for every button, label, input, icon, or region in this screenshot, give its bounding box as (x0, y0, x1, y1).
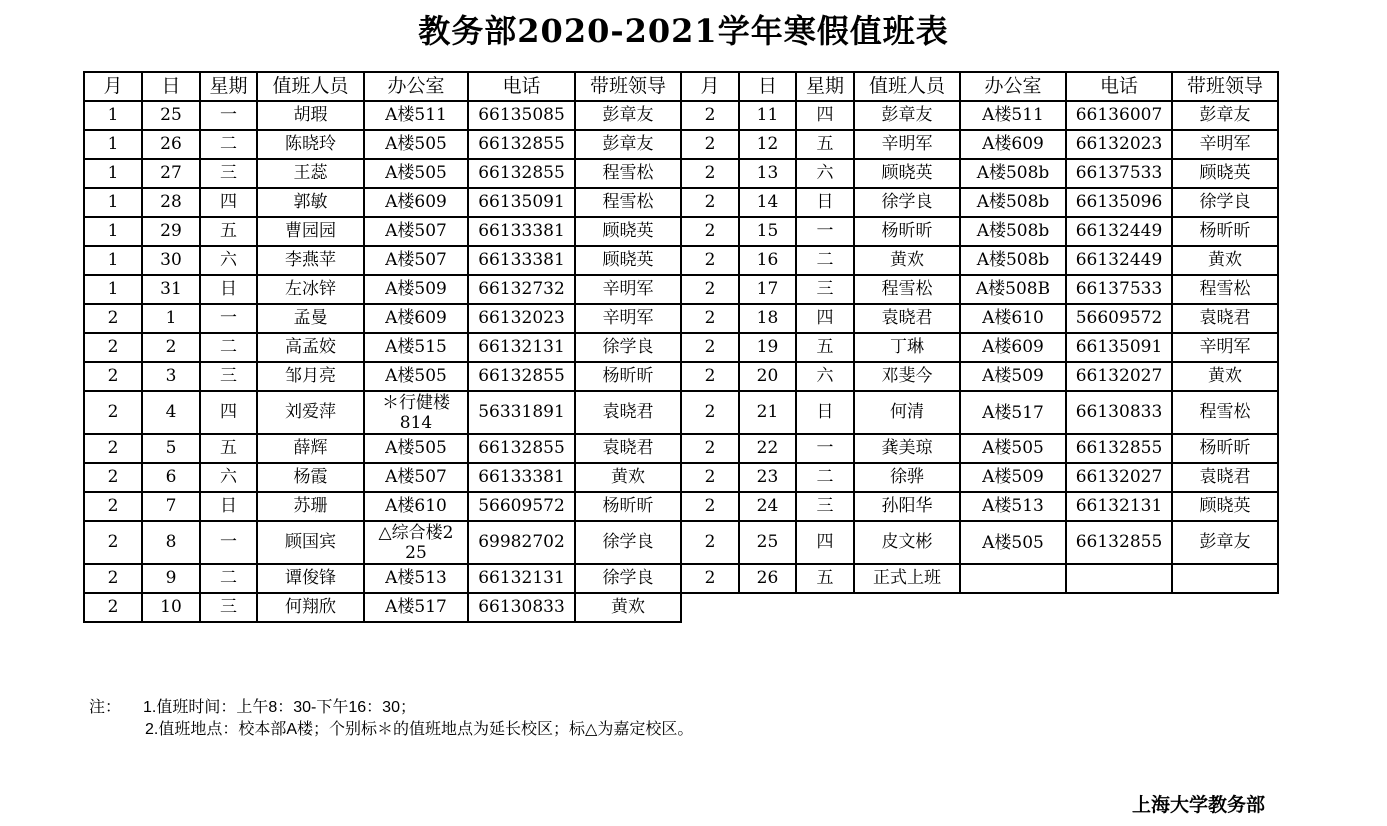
cell-right-leader: 黄欢 (1172, 362, 1278, 391)
empty-cell (796, 593, 854, 622)
cell-right-phone: 66130833 (1066, 391, 1172, 434)
cell-left-weekday: 四 (200, 188, 257, 217)
header-left-leader: 带班领导 (575, 72, 681, 101)
cell-left-leader: 杨昕昕 (575, 362, 681, 391)
cell-right-staff: 徐学良 (854, 188, 960, 217)
cell-right-leader: 顾晓英 (1172, 492, 1278, 521)
cell-left-office: A楼515 (364, 333, 468, 362)
cell-left-phone: 66132023 (468, 304, 575, 333)
header-right-phone: 电话 (1066, 72, 1172, 101)
cell-left-weekday: 三 (200, 159, 257, 188)
cell-left-office: A楼507 (364, 217, 468, 246)
cell-left-phone: 66135091 (468, 188, 575, 217)
cell-left-weekday: 一 (200, 304, 257, 333)
cell-left-month: 1 (84, 101, 142, 130)
cell-right-leader: 黄欢 (1172, 246, 1278, 275)
cell-right-month: 2 (681, 275, 739, 304)
cell-right-staff: 程雪松 (854, 275, 960, 304)
cell-left-office: A楼507 (364, 246, 468, 275)
cell-left-day: 4 (142, 391, 200, 434)
cell-right-staff: 何清 (854, 391, 960, 434)
cell-right-day: 22 (739, 434, 796, 463)
cell-right-staff: 辛明军 (854, 130, 960, 159)
cell-left-staff: 左冰锌 (257, 275, 364, 304)
cell-right-office: A楼505 (960, 521, 1066, 564)
cell-right-phone: 56609572 (1066, 304, 1172, 333)
cell-left-month: 2 (84, 492, 142, 521)
cell-right-day: 15 (739, 217, 796, 246)
cell-right-office (960, 564, 1066, 593)
table-row (84, 188, 1278, 217)
cell-left-office: A楼513 (364, 564, 468, 593)
cell-right-office: A楼509 (960, 362, 1066, 391)
cell-left-phone: 66132855 (468, 362, 575, 391)
cell-right-phone: 66137533 (1066, 159, 1172, 188)
cell-left-phone: 66133381 (468, 463, 575, 492)
cell-left-leader: 袁晓君 (575, 391, 681, 434)
cell-left-phone: 66133381 (468, 246, 575, 275)
cell-right-office: A楼517 (960, 391, 1066, 434)
cell-left-phone: 66130833 (468, 593, 575, 622)
cell-left-month: 2 (84, 463, 142, 492)
table-row (84, 159, 1278, 188)
cell-right-staff: 袁晓君 (854, 304, 960, 333)
cell-right-staff: 正式上班 (854, 564, 960, 593)
cell-left-leader: 袁晓君 (575, 434, 681, 463)
cell-left-day: 8 (142, 521, 200, 564)
table-row (84, 391, 1278, 434)
header-right-day: 日 (739, 72, 796, 101)
cell-left-day: 5 (142, 434, 200, 463)
cell-right-day: 21 (739, 391, 796, 434)
cell-left-phone: 66132732 (468, 275, 575, 304)
cell-left-weekday: 四 (200, 391, 257, 434)
cell-right-leader: 程雪松 (1172, 391, 1278, 434)
empty-cell (960, 593, 1066, 622)
cell-right-leader: 顾晓英 (1172, 159, 1278, 188)
cell-right-day: 17 (739, 275, 796, 304)
cell-right-staff: 邓斐今 (854, 362, 960, 391)
cell-right-leader: 徐学良 (1172, 188, 1278, 217)
cell-left-staff: 郭敏 (257, 188, 364, 217)
cell-left-leader: 程雪松 (575, 159, 681, 188)
cell-left-staff: 陈晓玲 (257, 130, 364, 159)
cell-right-office: A楼609 (960, 333, 1066, 362)
cell-right-month: 2 (681, 521, 739, 564)
cell-left-day: 25 (142, 101, 200, 130)
cell-left-month: 2 (84, 304, 142, 333)
cell-left-day: 3 (142, 362, 200, 391)
cell-left-month: 2 (84, 362, 142, 391)
cell-right-weekday: 五 (796, 333, 854, 362)
cell-right-weekday: 三 (796, 492, 854, 521)
cell-right-day: 26 (739, 564, 796, 593)
cell-right-day: 13 (739, 159, 796, 188)
cell-right-phone (1066, 564, 1172, 593)
header-right-staff: 值班人员 (854, 72, 960, 101)
header-left-phone: 电话 (468, 72, 575, 101)
cell-right-month: 2 (681, 333, 739, 362)
cell-right-weekday: 二 (796, 463, 854, 492)
cell-left-day: 2 (142, 333, 200, 362)
cell-right-month: 2 (681, 130, 739, 159)
cell-left-staff: 孟曼 (257, 304, 364, 333)
cell-right-weekday: 五 (796, 130, 854, 159)
cell-right-day: 23 (739, 463, 796, 492)
cell-left-phone: 66132855 (468, 130, 575, 159)
table-row (84, 564, 1278, 593)
cell-right-leader: 袁晓君 (1172, 463, 1278, 492)
table-row (84, 130, 1278, 159)
cell-left-phone: 66132855 (468, 434, 575, 463)
cell-right-weekday: 五 (796, 564, 854, 593)
cell-right-weekday: 六 (796, 362, 854, 391)
notes-label: 注： (89, 699, 122, 716)
note-duty-time: 1.值班时间：上午8：30-下午16：30； (143, 699, 416, 716)
duty-table (83, 71, 1279, 623)
cell-right-weekday: 一 (796, 217, 854, 246)
table-row (84, 362, 1278, 391)
cell-right-phone: 66135096 (1066, 188, 1172, 217)
cell-right-leader: 彭章友 (1172, 101, 1278, 130)
cell-left-day: 30 (142, 246, 200, 275)
cell-right-leader: 辛明军 (1172, 130, 1278, 159)
cell-left-staff: 李燕苹 (257, 246, 364, 275)
cell-right-leader: 彭章友 (1172, 521, 1278, 564)
cell-right-staff: 黄欢 (854, 246, 960, 275)
cell-left-month: 2 (84, 564, 142, 593)
cell-right-month: 2 (681, 246, 739, 275)
cell-left-staff: 高孟姣 (257, 333, 364, 362)
cell-right-leader: 袁晓君 (1172, 304, 1278, 333)
cell-right-leader: 杨昕昕 (1172, 434, 1278, 463)
header-left-day: 日 (142, 72, 200, 101)
table-row (84, 304, 1278, 333)
table-row (84, 492, 1278, 521)
cell-left-leader: 黄欢 (575, 463, 681, 492)
cell-left-leader: 顾晓英 (575, 246, 681, 275)
empty-cell (1066, 593, 1172, 622)
cell-right-leader: 程雪松 (1172, 275, 1278, 304)
cell-right-day: 12 (739, 130, 796, 159)
cell-left-staff: 胡瑕 (257, 101, 364, 130)
cell-right-weekday: 六 (796, 159, 854, 188)
cell-right-staff: 孙阳华 (854, 492, 960, 521)
cell-right-office: A楼513 (960, 492, 1066, 521)
cell-right-staff: 彭章友 (854, 101, 960, 130)
cell-left-staff: 邹月亮 (257, 362, 364, 391)
cell-right-day: 20 (739, 362, 796, 391)
cell-left-weekday: 五 (200, 217, 257, 246)
cell-right-leader: 辛明军 (1172, 333, 1278, 362)
table-row (84, 275, 1278, 304)
cell-left-weekday: 一 (200, 101, 257, 130)
cell-left-leader: 顾晓英 (575, 217, 681, 246)
cell-left-month: 2 (84, 333, 142, 362)
cell-right-day: 11 (739, 101, 796, 130)
cell-right-weekday: 四 (796, 101, 854, 130)
cell-left-staff: 刘爱萍 (257, 391, 364, 434)
cell-right-office: A楼508b (960, 246, 1066, 275)
cell-left-leader: 黄欢 (575, 593, 681, 622)
cell-left-month: 1 (84, 130, 142, 159)
cell-right-weekday: 日 (796, 188, 854, 217)
cell-right-phone: 66132449 (1066, 246, 1172, 275)
header-right-office: 办公室 (960, 72, 1066, 101)
cell-left-weekday: 二 (200, 130, 257, 159)
table-header-row (84, 72, 1278, 101)
cell-left-staff: 杨霞 (257, 463, 364, 492)
cell-right-staff: 杨昕昕 (854, 217, 960, 246)
cell-left-weekday: 一 (200, 521, 257, 564)
cell-left-month: 2 (84, 434, 142, 463)
cell-right-phone: 66136007 (1066, 101, 1172, 130)
cell-left-phone: 66135085 (468, 101, 575, 130)
table-row (84, 593, 1278, 622)
cell-right-staff: 龚美琼 (854, 434, 960, 463)
cell-right-office: A楼609 (960, 130, 1066, 159)
cell-left-office: A楼509 (364, 275, 468, 304)
cell-left-weekday: 日 (200, 275, 257, 304)
cell-right-phone: 66132855 (1066, 434, 1172, 463)
cell-left-staff: 苏珊 (257, 492, 364, 521)
cell-right-office: A楼505 (960, 434, 1066, 463)
cell-right-staff: 徐骅 (854, 463, 960, 492)
cell-right-month: 2 (681, 159, 739, 188)
cell-left-weekday: 日 (200, 492, 257, 521)
cell-right-phone: 66137533 (1066, 275, 1172, 304)
cell-left-phone: 66132131 (468, 333, 575, 362)
cell-right-day: 14 (739, 188, 796, 217)
cell-right-phone: 66132449 (1066, 217, 1172, 246)
cell-left-phone: 66132855 (468, 159, 575, 188)
cell-left-month: 2 (84, 521, 142, 564)
cell-left-phone: 56609572 (468, 492, 575, 521)
cell-right-day: 19 (739, 333, 796, 362)
cell-left-office: A楼507 (364, 463, 468, 492)
cell-right-weekday: 二 (796, 246, 854, 275)
cell-left-month: 1 (84, 188, 142, 217)
cell-right-office: A楼509 (960, 463, 1066, 492)
cell-left-office: A楼505 (364, 434, 468, 463)
page-title: 教务部2020-2021学年寒假值班表 (418, 12, 949, 50)
cell-right-office: A楼508b (960, 217, 1066, 246)
cell-left-staff: 顾国宾 (257, 521, 364, 564)
empty-cell (681, 593, 739, 622)
cell-right-phone: 66132023 (1066, 130, 1172, 159)
empty-cell (739, 593, 796, 622)
cell-left-office: A楼517 (364, 593, 468, 622)
header-right-month: 月 (681, 72, 739, 101)
cell-left-day: 29 (142, 217, 200, 246)
cell-left-day: 28 (142, 188, 200, 217)
cell-left-office: A楼511 (364, 101, 468, 130)
cell-right-staff: 顾晓英 (854, 159, 960, 188)
cell-right-weekday: 四 (796, 304, 854, 333)
cell-right-month: 2 (681, 564, 739, 593)
cell-left-phone: 56331891 (468, 391, 575, 434)
cell-left-leader: 彭章友 (575, 130, 681, 159)
cell-right-weekday: 三 (796, 275, 854, 304)
cell-right-month: 2 (681, 101, 739, 130)
footer-signature: 上海大学教务部 (1132, 794, 1266, 816)
cell-left-day: 9 (142, 564, 200, 593)
cell-right-day: 18 (739, 304, 796, 333)
cell-left-month: 1 (84, 159, 142, 188)
header-left-staff: 值班人员 (257, 72, 364, 101)
cell-left-staff: 何翔欣 (257, 593, 364, 622)
cell-left-weekday: 五 (200, 434, 257, 463)
cell-left-office: A楼505 (364, 159, 468, 188)
table-row (84, 333, 1278, 362)
cell-right-leader (1172, 564, 1278, 593)
cell-right-office: A楼610 (960, 304, 1066, 333)
cell-left-phone: 69982702 (468, 521, 575, 564)
cell-left-staff: 谭俊锋 (257, 564, 364, 593)
cell-right-month: 2 (681, 463, 739, 492)
cell-left-staff: 曹园园 (257, 217, 364, 246)
cell-left-office: ＊行健楼814 (364, 391, 468, 434)
cell-left-office: A楼505 (364, 362, 468, 391)
cell-left-office: A楼609 (364, 304, 468, 333)
cell-left-office: A楼609 (364, 188, 468, 217)
table-row (84, 101, 1278, 130)
cell-right-month: 2 (681, 188, 739, 217)
cell-left-leader: 辛明军 (575, 275, 681, 304)
cell-left-weekday: 二 (200, 564, 257, 593)
cell-right-phone: 66132027 (1066, 362, 1172, 391)
cell-left-leader: 辛明军 (575, 304, 681, 333)
cell-left-leader: 杨昕昕 (575, 492, 681, 521)
cell-right-month: 2 (681, 391, 739, 434)
cell-right-office: A楼508B (960, 275, 1066, 304)
cell-left-office: △综合楼225 (364, 521, 468, 564)
cell-left-leader: 程雪松 (575, 188, 681, 217)
cell-left-day: 1 (142, 304, 200, 333)
cell-right-office: A楼508b (960, 188, 1066, 217)
cell-left-leader: 徐学良 (575, 521, 681, 564)
header-left-office: 办公室 (364, 72, 468, 101)
cell-left-month: 1 (84, 275, 142, 304)
header-right-weekday: 星期 (796, 72, 854, 101)
cell-left-day: 31 (142, 275, 200, 304)
cell-left-weekday: 六 (200, 463, 257, 492)
cell-right-staff: 丁琳 (854, 333, 960, 362)
cell-left-weekday: 三 (200, 362, 257, 391)
cell-right-staff: 皮文彬 (854, 521, 960, 564)
cell-left-month: 2 (84, 593, 142, 622)
cell-right-phone: 66132027 (1066, 463, 1172, 492)
cell-left-day: 6 (142, 463, 200, 492)
cell-left-phone: 66133381 (468, 217, 575, 246)
cell-right-office: A楼508b (960, 159, 1066, 188)
cell-left-month: 1 (84, 246, 142, 275)
cell-right-weekday: 日 (796, 391, 854, 434)
cell-left-weekday: 三 (200, 593, 257, 622)
cell-left-staff: 王蕊 (257, 159, 364, 188)
cell-right-weekday: 四 (796, 521, 854, 564)
table-row (84, 521, 1278, 564)
cell-right-month: 2 (681, 304, 739, 333)
cell-left-leader: 徐学良 (575, 564, 681, 593)
cell-left-office: A楼505 (364, 130, 468, 159)
cell-right-month: 2 (681, 217, 739, 246)
cell-right-phone: 66132131 (1066, 492, 1172, 521)
table-row (84, 217, 1278, 246)
cell-left-month: 1 (84, 217, 142, 246)
table-row (84, 246, 1278, 275)
cell-right-phone: 66132855 (1066, 521, 1172, 564)
note-duty-location: 2.值班地点：校本部A楼；个别标＊的值班地点为延长校区；标△为嘉定校区。 (145, 721, 694, 738)
cell-left-leader: 徐学良 (575, 333, 681, 362)
cell-left-day: 26 (142, 130, 200, 159)
cell-left-day: 27 (142, 159, 200, 188)
cell-left-phone: 66132131 (468, 564, 575, 593)
header-right-leader: 带班领导 (1172, 72, 1278, 101)
cell-right-day: 24 (739, 492, 796, 521)
cell-right-day: 25 (739, 521, 796, 564)
cell-left-day: 10 (142, 593, 200, 622)
cell-left-day: 7 (142, 492, 200, 521)
cell-left-weekday: 二 (200, 333, 257, 362)
header-left-month: 月 (84, 72, 142, 101)
empty-cell (1172, 593, 1278, 622)
cell-right-leader: 杨昕昕 (1172, 217, 1278, 246)
header-left-weekday: 星期 (200, 72, 257, 101)
cell-right-day: 16 (739, 246, 796, 275)
cell-right-office: A楼511 (960, 101, 1066, 130)
cell-left-leader: 彭章友 (575, 101, 681, 130)
cell-right-weekday: 一 (796, 434, 854, 463)
cell-left-month: 2 (84, 391, 142, 434)
cell-right-month: 2 (681, 434, 739, 463)
cell-right-phone: 66135091 (1066, 333, 1172, 362)
cell-left-weekday: 六 (200, 246, 257, 275)
cell-right-month: 2 (681, 362, 739, 391)
cell-left-office: A楼610 (364, 492, 468, 521)
table-row (84, 434, 1278, 463)
cell-left-staff: 薛辉 (257, 434, 364, 463)
cell-right-month: 2 (681, 492, 739, 521)
empty-cell (854, 593, 960, 622)
table-row (84, 463, 1278, 492)
